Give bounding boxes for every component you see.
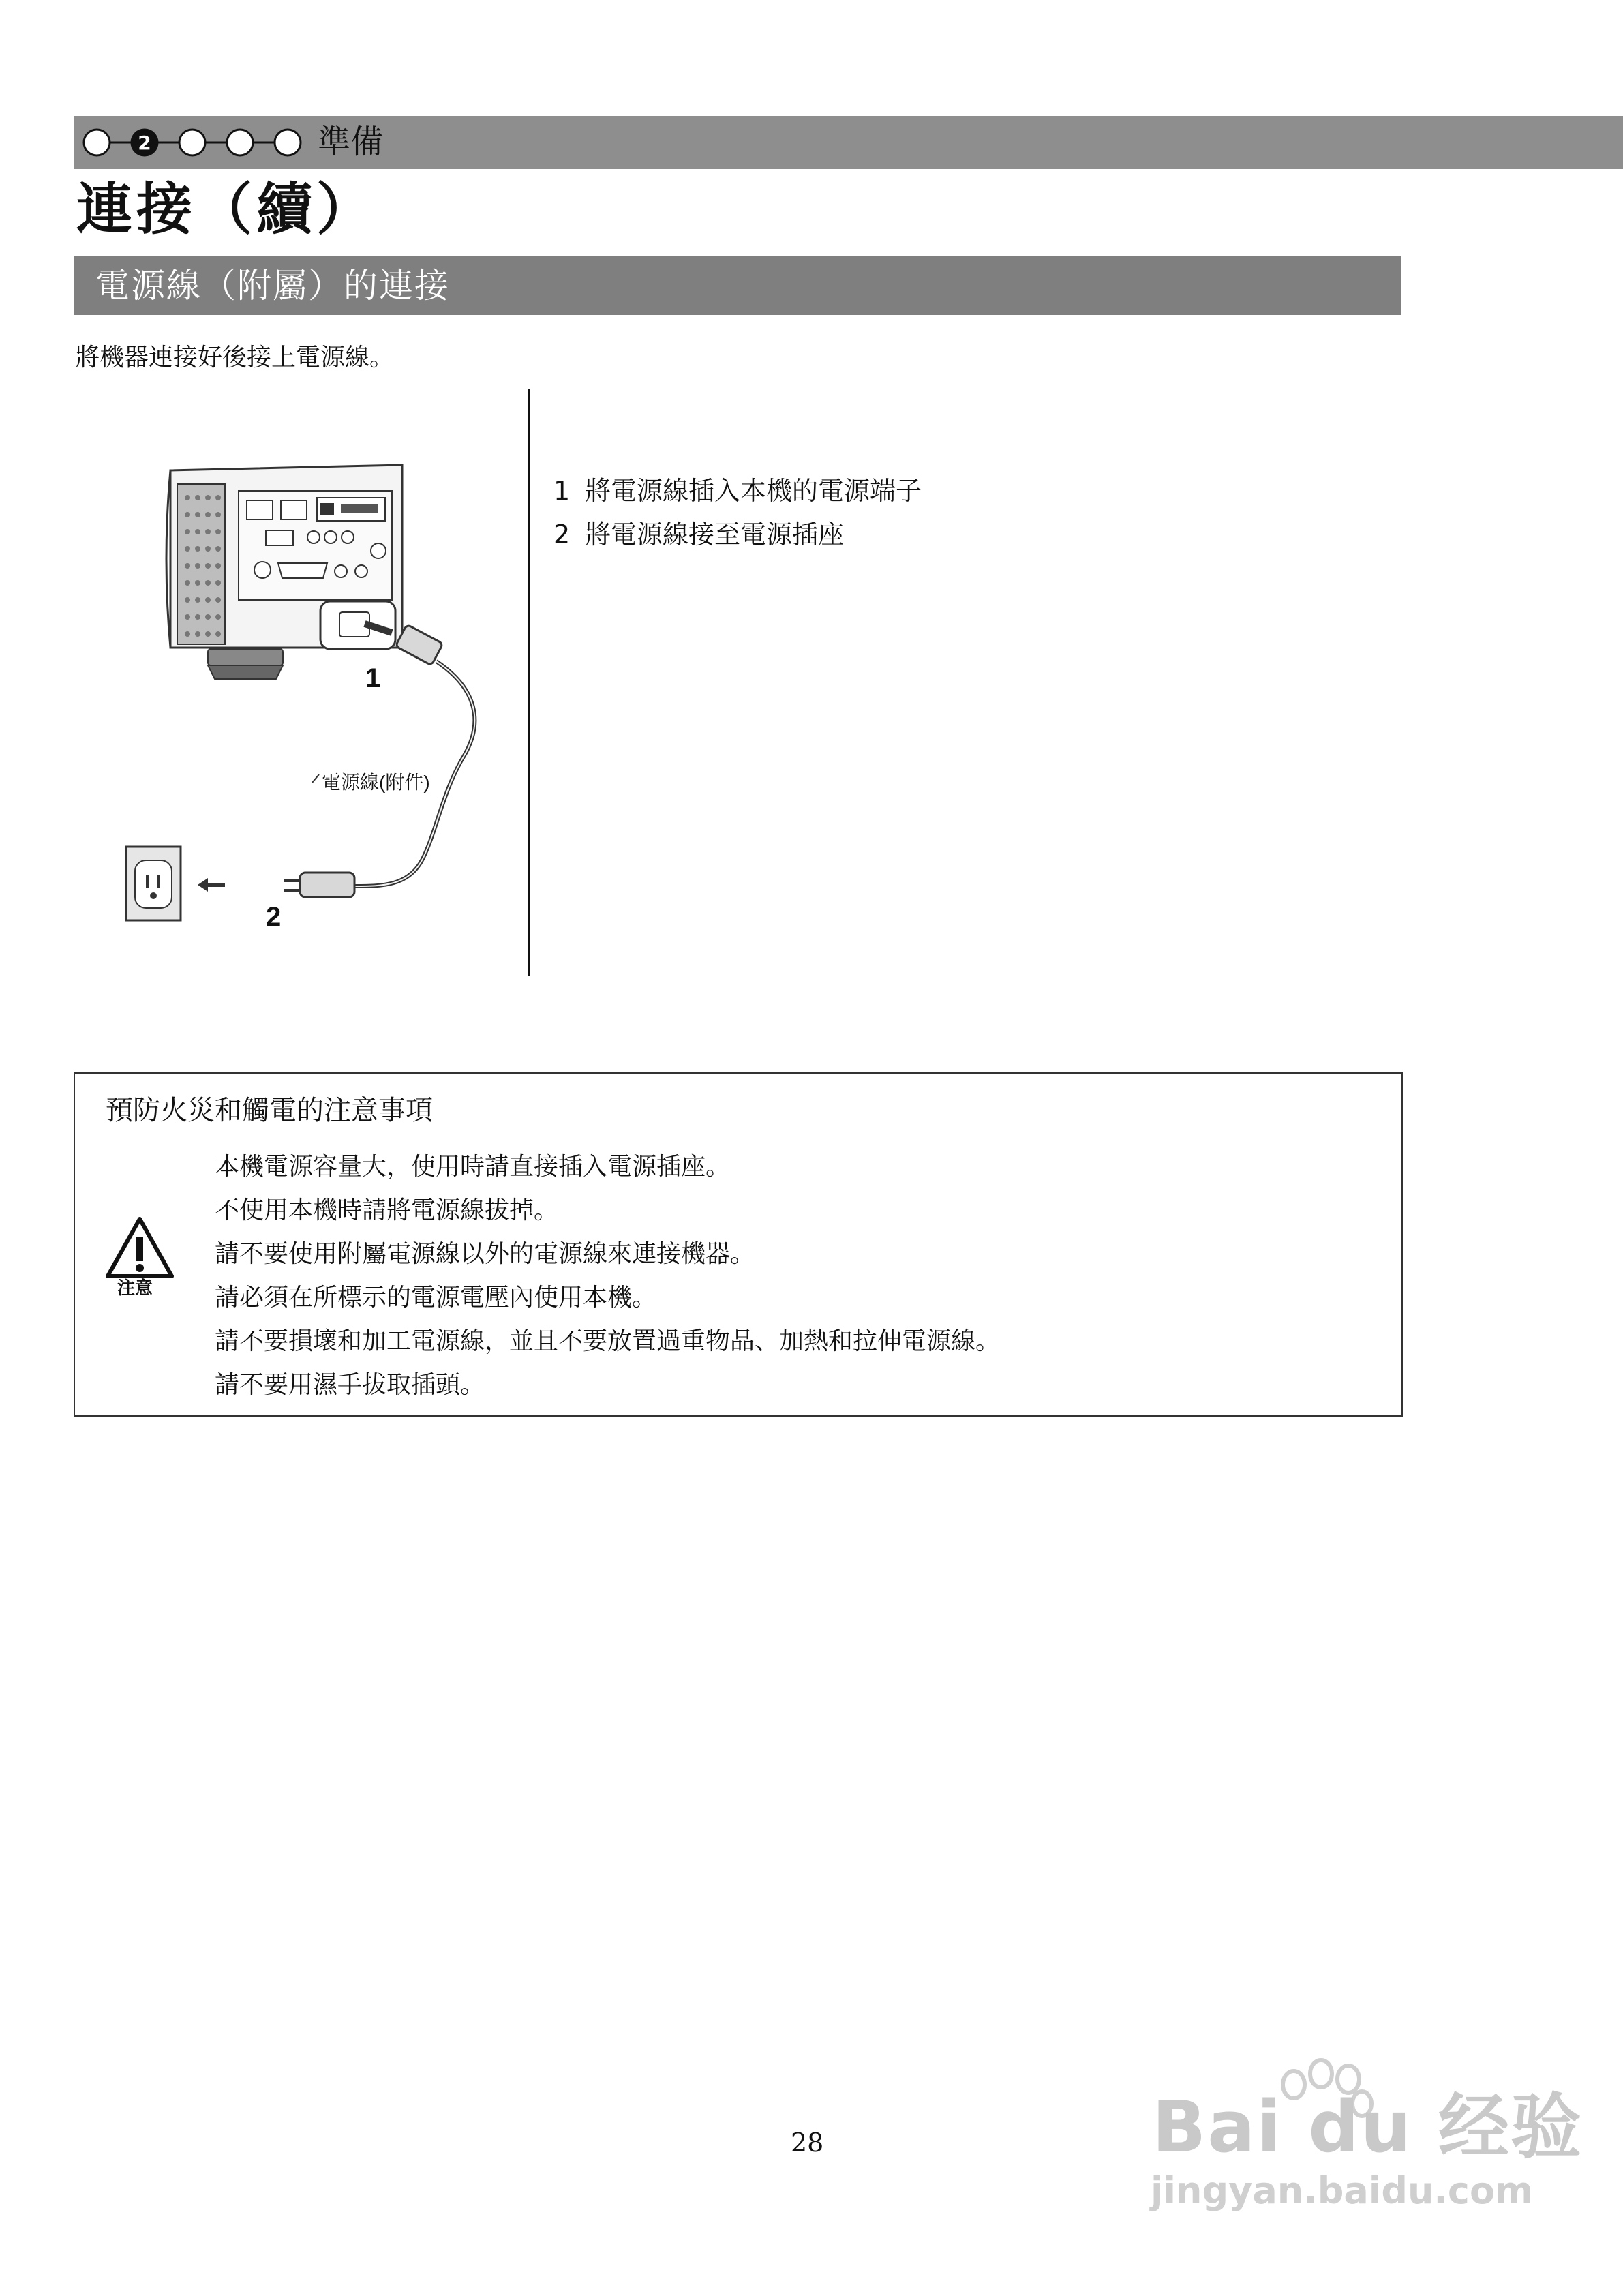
caution-item: 本機電源容量大，使用時請直接插入電源插座。 [215,1153,731,1181]
step-text: 將電源線插入本機的電源端子 [585,476,922,506]
step-number: 2 [553,519,571,549]
chapter-step-indicator [82,123,307,162]
chapter-label: 準備 [318,123,384,161]
section-title: 電源線（附屬）的連接 [95,266,450,305]
caution-title: 預防火災和觸電的注意事項 [106,1095,433,1126]
caution-item: 請不要使用附屬電源線以外的電源線來連接機器。 [215,1240,755,1268]
column-divider [528,389,530,976]
steps-list [553,469,922,556]
intro-text: 將機器連接好後接上電源線。 [75,344,395,372]
step-circle-3 [179,130,205,155]
caution-item: 請不要損壞和加工電源線，並且不要放置過重物品、加熱和拉伸電源線。 [215,1327,1001,1355]
step-circle-5 [275,130,301,155]
figure-label-1: 1 [365,663,381,693]
caution-list [215,1145,1000,1407]
caution-item: 不使用本機時請將電源線拔掉。 [215,1196,559,1224]
caution-item: 請不要用濕手拔取插頭。 [215,1371,485,1399]
step-row [553,513,922,556]
caution-item: 請必須在所標示的電源電壓內使用本機。 [215,1284,657,1312]
figure-label-2: 2 [266,902,282,932]
watermark-main: Bai du 经验 [1152,2085,1583,2169]
watermark-url: jingyan.baidu.com [1151,2169,1534,2212]
step-text: 將電源線接至電源插座 [585,519,845,549]
power-cord-connection-illustration [123,450,504,941]
projector-illustration [166,465,402,679]
page-number: 28 [791,2128,824,2158]
wall-outlet-illustration [126,847,181,920]
step-circle-4 [227,130,253,155]
warning-icon-label: 注意 [117,1278,153,1299]
figure-cord-label: 電源線(附件) [322,772,430,793]
step-circle-2-number: 2 [138,132,151,154]
step-circle-1 [84,130,110,155]
step-row [553,469,922,513]
step-number: 1 [553,476,571,506]
page-title: 連接（續） [76,177,377,242]
